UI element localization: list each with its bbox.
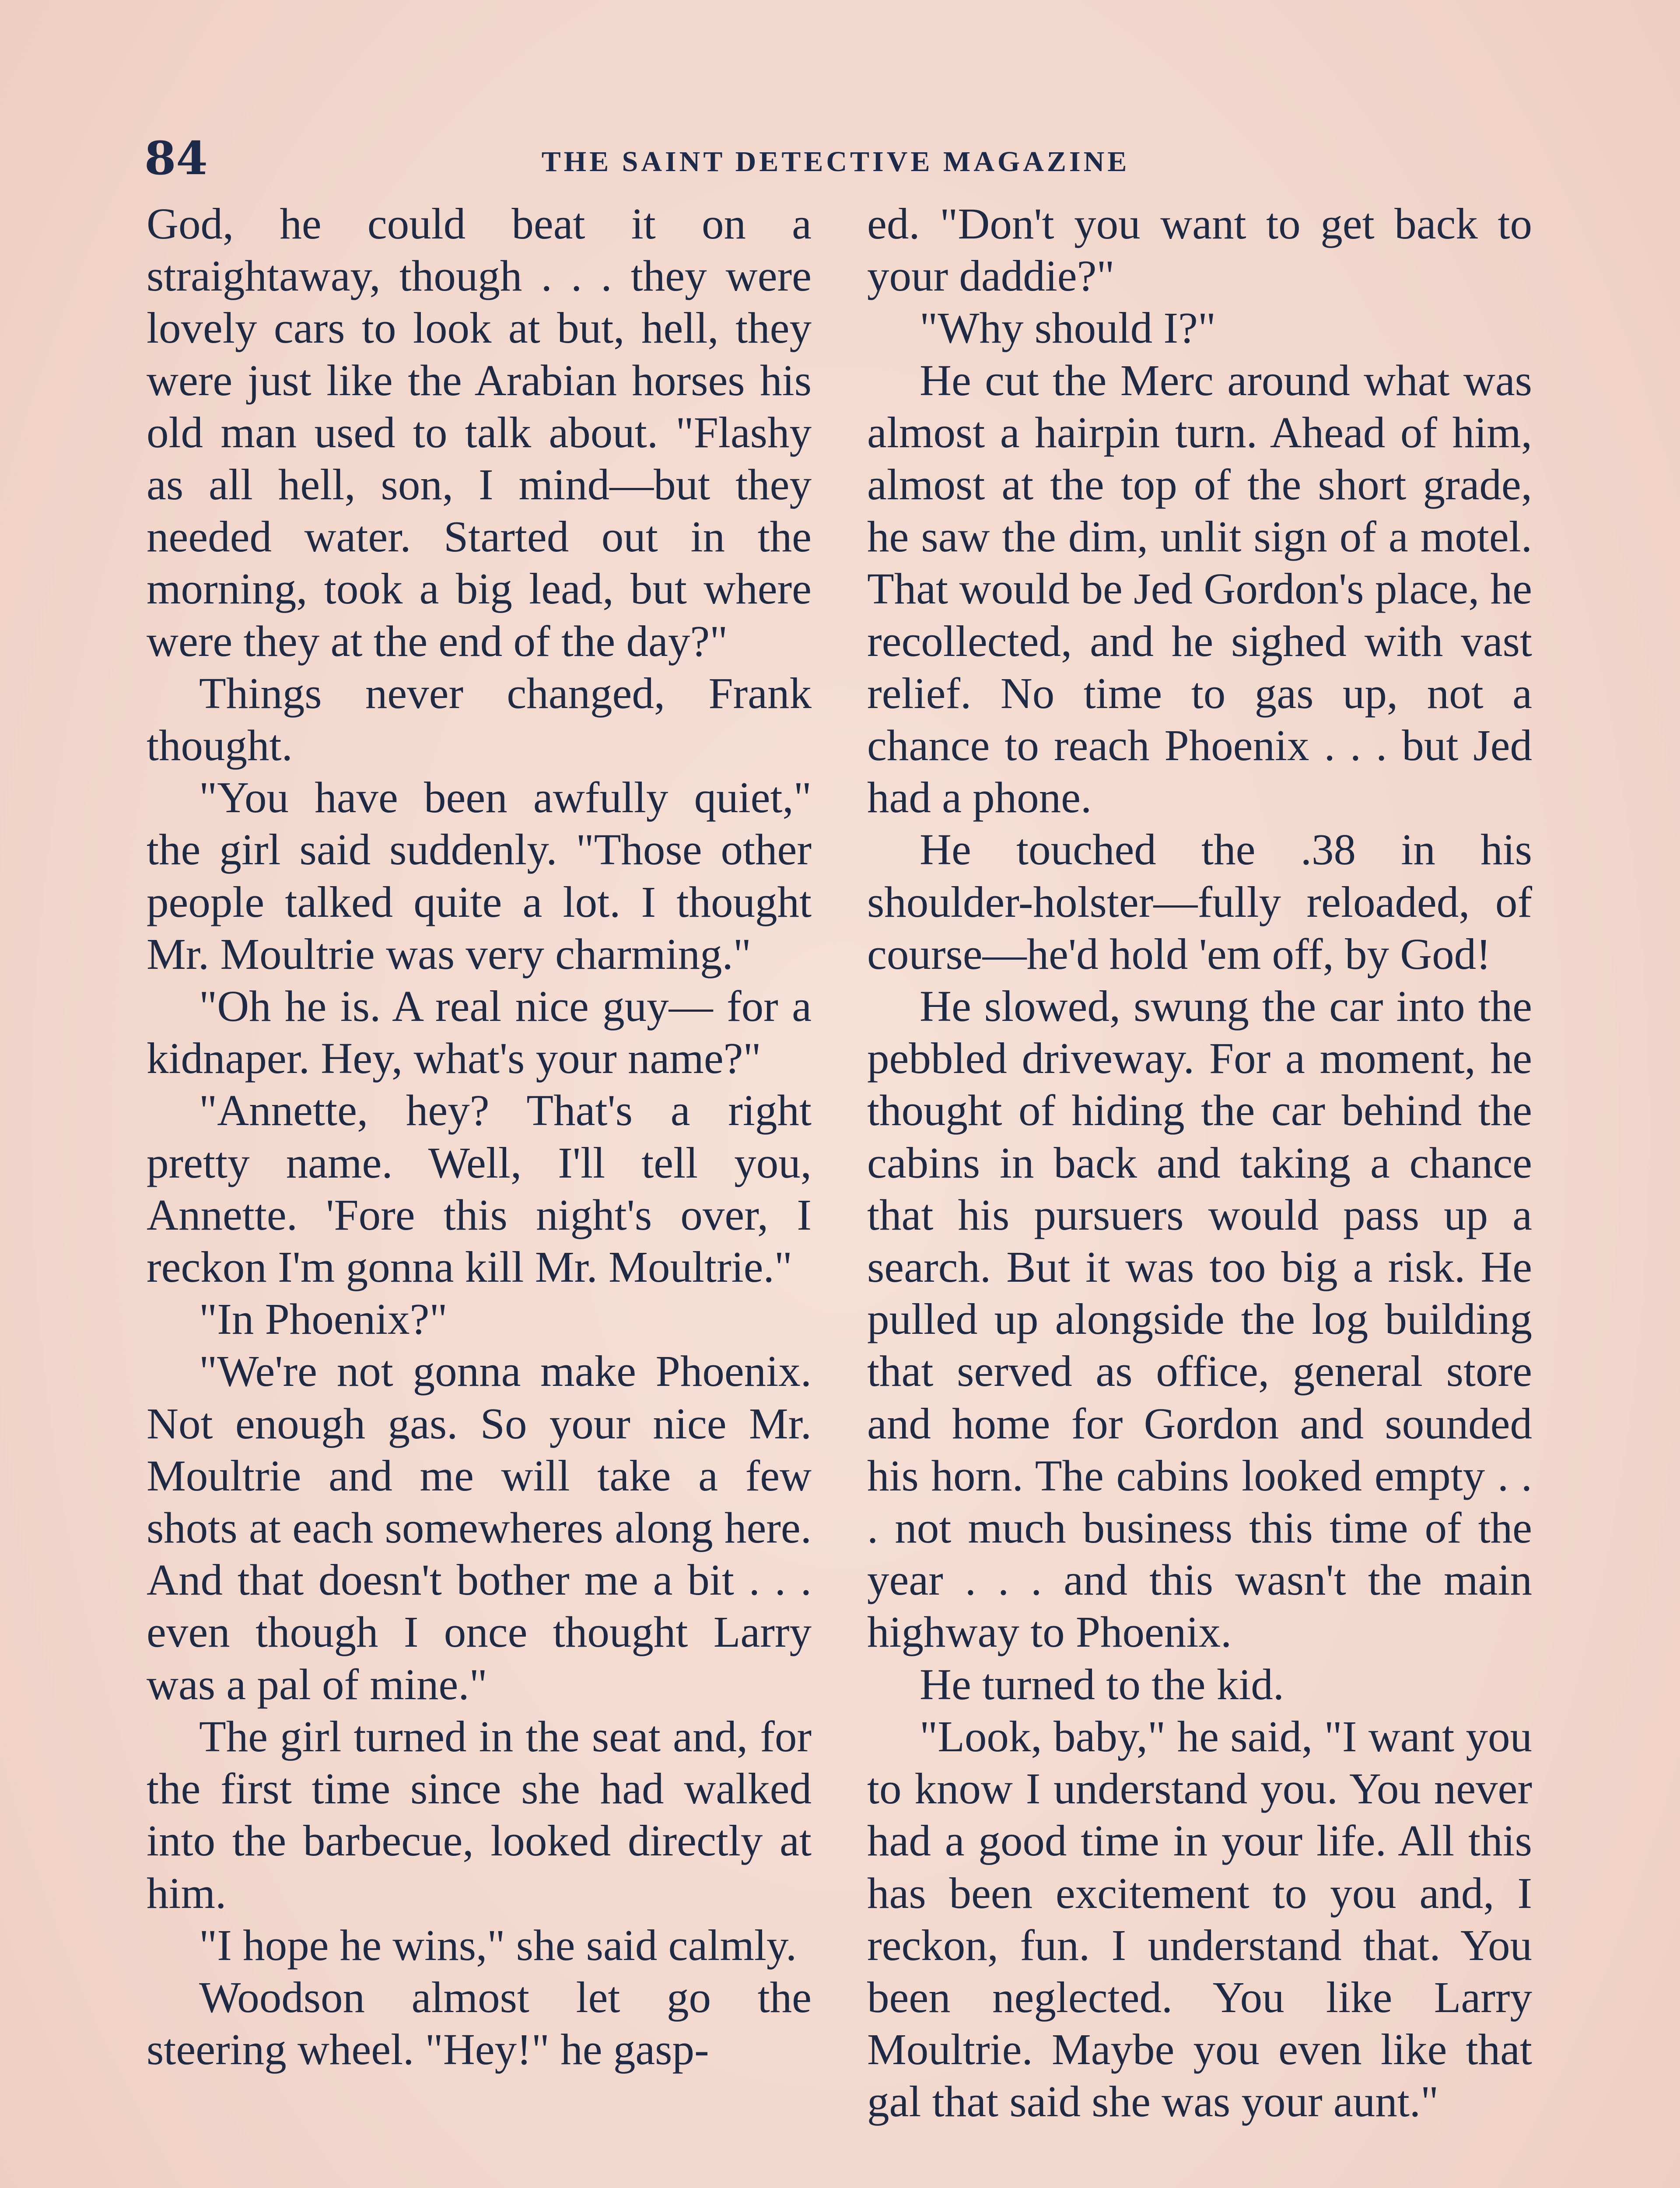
paragraph: God, he could beat it on a straightaway, though . . . they were lovely cars to look at but, hell, they were just like the Arabian horses his old man used to talk about. "Flashy as all hell, son, I mind—but they needed water. Started out in the morning, took a big lead, but where were they at the end of the day?" [147, 199, 812, 666]
paragraph: He slowed, swung the car into the pebbled driveway. For a moment, he thought of hiding the car behind the cabins in back and taking a chance that his pursuers would pass up a search. But it was too big a risk. He pulled up alongside the log building that served as office, general store and home for Gordon and sounded his horn. The cabins looked empty . . . not much business this time of the year . . . and this wasn't the main highway to Phoenix. [867, 982, 1532, 1657]
paragraph: Woodson almost let go the steering wheel. "Hey!" he gasp- [147, 1972, 812, 2074]
paragraph: "You have been awfully quiet," the girl said suddenly. "Those other people talked quite a lot. I thought Mr. Moultrie was very charming." [147, 773, 812, 978]
paragraph: He turned to the kid. [920, 1659, 1284, 1709]
paragraph: "We're not gonna make Phoenix. Not enough gas. So your nice Mr. Moultrie and me will take a few shots at each somewheres along here. And that doesn't bother me a bit . . . even though I once thought Larry was a pal of mine." [147, 1346, 812, 1709]
page-number: 84 [144, 131, 208, 185]
paragraph: "I hope he wins," she said calmly. [199, 1920, 797, 1970]
paragraph: The girl turned in the seat and, for the first time since she had walked into the barbecue, looked directly at him. [147, 1711, 812, 1918]
right-text-column [867, 198, 1532, 2128]
paragraph: "Annette, hey? That's a right pretty name. Well, I'll tell you, Annette. 'Fore this night's over, I reckon I'm gonna kill Mr. Moultrie." [147, 1086, 812, 1292]
left-text-column [147, 198, 812, 2076]
running-title: THE SAINT DETECTIVE MAGAZINE [541, 146, 1130, 178]
paragraph: Things never changed, Frank thought. [147, 668, 812, 770]
paragraph: "Why should I?" [920, 303, 1216, 353]
page-header [140, 131, 1531, 193]
paragraph: He cut the Merc around what was almost a hairpin turn. Ahead of him, almost at the top of the short grade, he saw the dim, unlit sign of a motel. That would be Jed Gordon's place, he recollected, and he sighed with vast relief. No time to gas up, not a chance to reach Phoenix . . . but Jed had a phone. [867, 355, 1532, 822]
paragraph: "Look, baby," he said, "I want you to know I understand you. You never had a good time in your life. All this has been excitement to you and, I reckon, fun. I understand that. You been neglected. You like Larry Moultrie. Maybe you even like that gal that said she was your aunt." [867, 1711, 1532, 2126]
paragraph: ed. "Don't you want to get back to your daddie?" [867, 199, 1532, 301]
paragraph: He touched the .38 in his shoulder-holster—fully reloaded, of course—he'd hold 'em off, by God! [867, 825, 1532, 978]
paragraph: "Oh he is. A real nice guy— for a kidnaper. Hey, what's your name?" [147, 982, 812, 1083]
paragraph: "In Phoenix?" [199, 1294, 448, 1344]
